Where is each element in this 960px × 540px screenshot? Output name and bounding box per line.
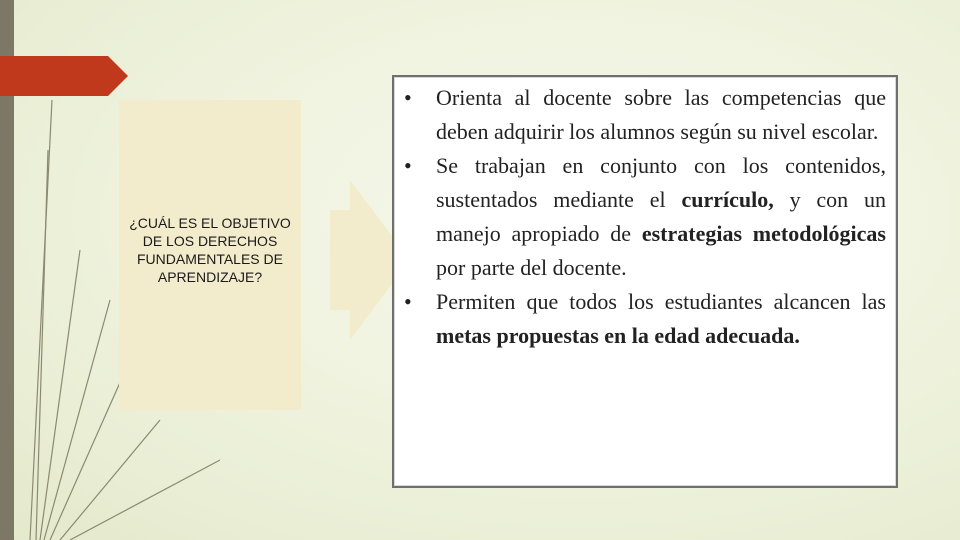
bullet-dot: • bbox=[404, 153, 412, 178]
bullet-dot: • bbox=[404, 85, 412, 110]
bullet-2-bold-curriculo: currículo, bbox=[681, 187, 774, 212]
bullet-2-text-part1: Se trabajan en conjunto con los contenidos, sustentados mediante el bbox=[436, 153, 886, 212]
bullet-2-bold-estrategias: estrategias metodológicas bbox=[641, 221, 886, 246]
bullet-3-bold-metas: metas propuestas en la edad adecuada. bbox=[436, 323, 800, 348]
question-box bbox=[119, 100, 301, 410]
bullet-item-3 bbox=[394, 285, 886, 353]
bullet-dot: • bbox=[404, 289, 412, 314]
question-text: ¿CUÁL ES EL OBJETIVO DE LOS DERECHOS FUNDAMENTALES DE APRENDIZAJE? bbox=[129, 215, 291, 285]
bullet-3-text-part1: Permiten que todos los estudiantes alcancen las bbox=[436, 289, 886, 314]
bullet-list bbox=[394, 81, 886, 353]
bullet-item-2 bbox=[394, 149, 886, 285]
bullet-2-text-part2: y con un manejo apropiado de bbox=[436, 187, 887, 246]
bullet-2-text-part3: por parte del docente. bbox=[436, 255, 627, 280]
bullet-item-1 bbox=[394, 81, 886, 149]
content-box bbox=[392, 75, 898, 488]
bullet-1-text: Orienta al docente sobre las competencias que deben adquirir los alumnos según su nivel escolar. bbox=[436, 85, 886, 144]
accent-red-tab bbox=[0, 56, 128, 96]
